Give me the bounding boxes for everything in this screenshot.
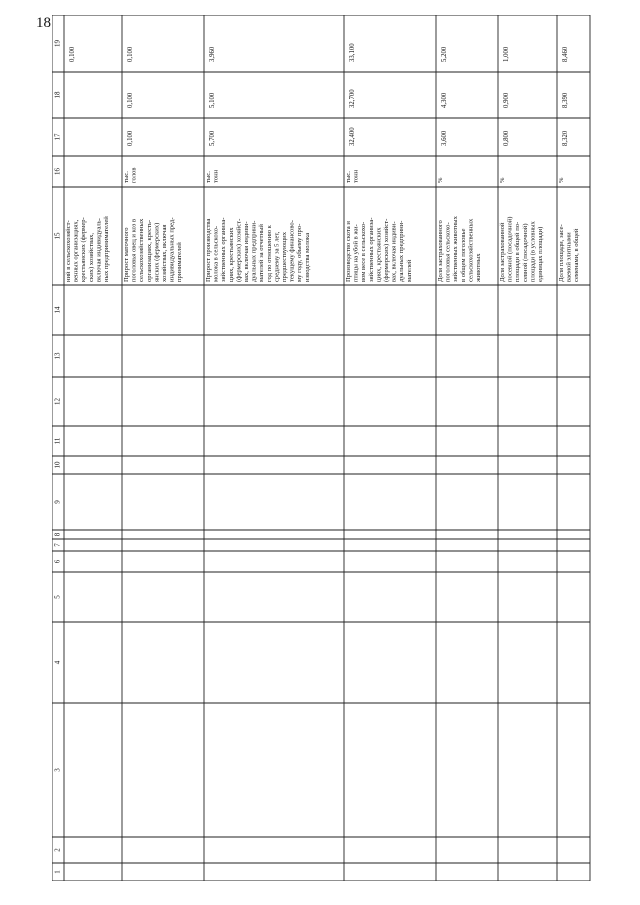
value-col18-row-5: 4,300 — [441, 92, 448, 108]
indicator-text-row-2: сельскохозяйственных — [138, 218, 146, 282]
indicator-text-row-3: среднему за 5 лет, — [273, 231, 281, 282]
column-number-11: 11 — [53, 437, 62, 445]
unit-text-row-3: тыс. — [205, 171, 212, 183]
indicator-text-row-3: молока в сельскохо- — [212, 225, 220, 282]
value-col17-row-2: 0,100 — [127, 130, 134, 146]
indicator-text-row-3: вах, включая индиви- — [243, 221, 250, 282]
indicator-text-row-3: му году, объему про- — [296, 223, 304, 282]
value-col19-row-2: 0,100 — [127, 46, 134, 62]
unit-text-row-4: тонн — [352, 169, 360, 183]
column-number-15: 15 — [53, 232, 62, 240]
indicator-text-row-3: циях, крестьянских — [227, 227, 235, 282]
indicator-text-row-1: венных организациях, — [72, 219, 80, 282]
indicator-text-row-3: предшествующих — [281, 231, 288, 282]
value-col18-row-4: 32,700 — [349, 89, 356, 108]
indicator-text-row-4: циях, крестьянских — [375, 227, 383, 282]
indicator-text-row-3: текущему финансово- — [288, 220, 296, 282]
column-number-13: 13 — [53, 352, 62, 360]
indicator-text-row-6: площади (в условных — [529, 221, 537, 282]
indicator-text-row-3: зяйственных организа- — [220, 217, 228, 282]
indicator-text-row-5: животных — [475, 253, 482, 282]
value-col19-row-7: 8,460 — [562, 46, 569, 62]
value-col17-row-6: 0,800 — [503, 130, 510, 146]
indicator-text-row-4: мателей — [405, 259, 413, 282]
indicator-text-row-2: Прирост маточного — [123, 227, 130, 282]
indicator-text-row-3: дуальных предприни- — [250, 220, 258, 282]
indicator-text-row-2: организациях, кресть- — [145, 219, 153, 282]
column-number-19: 19 — [53, 40, 62, 47]
value-col19-row-6: 1,000 — [503, 46, 510, 62]
indicator-text-row-1: ний в сельскохозяйст- — [65, 220, 72, 282]
indicator-text-row-4: птицы на убой в жи- — [352, 224, 360, 282]
indicator-text-row-3: изводства молока — [303, 232, 311, 282]
indicator-text-row-6: севной (посадочной) — [521, 223, 529, 282]
column-number-9: 9 — [53, 500, 62, 504]
indicator-text-row-4: вом весе в сельскохо- — [360, 221, 368, 282]
value-col17-row-4: 32,400 — [349, 127, 356, 146]
value-col19-row-4: 33,100 — [349, 43, 356, 62]
value-col18-row-6: 0,900 — [503, 92, 510, 108]
indicator-text-row-2: поголовья овец и коз в — [130, 218, 138, 282]
indicator-text-row-5: в общем поголовье — [459, 228, 467, 282]
column-number-12: 12 — [53, 398, 62, 405]
value-col17-row-7: 8,320 — [562, 130, 569, 146]
column-number-4: 4 — [53, 660, 62, 665]
indicator-text-row-6: единицах площади) — [537, 226, 544, 282]
unit-text-row-5: % — [437, 177, 444, 183]
unit-text-row-2: тыс. — [123, 171, 130, 183]
column-number-18: 18 — [53, 91, 62, 99]
column-number-1: 1 — [53, 870, 62, 874]
value-col18-row-2: 0,100 — [127, 92, 134, 108]
indicator-text-row-6: площади в общей по- — [514, 221, 522, 282]
document-table — [52, 15, 591, 881]
indicator-text-row-4: зяйственных организа- — [367, 217, 375, 282]
indicator-text-row-5: зяйственных животных — [452, 216, 460, 282]
indicator-text-row-3: (фермерских) хозяйст- — [235, 218, 243, 282]
indicator-text-row-4: вах, включая индиви- — [390, 221, 398, 282]
indicator-text-row-3: мателей за отчетный — [258, 224, 266, 282]
column-number-17: 17 — [53, 133, 62, 141]
indicator-text-row-2: индивидуальных пред- — [168, 217, 176, 282]
indicator-text-row-4: дуальных предприни- — [398, 220, 406, 282]
indicator-text-row-5: Доля застрахованного — [437, 220, 444, 282]
column-number-3: 3 — [53, 768, 62, 772]
indicator-text-row-1: включая индивидуаль- — [95, 218, 103, 282]
unit-text-row-4: тыс. — [345, 171, 352, 183]
column-number-14: 14 — [53, 306, 62, 314]
indicator-text-row-4: Производство скота и — [345, 221, 352, 282]
value-col19-row-1: 0,100 — [69, 46, 76, 62]
value-col19-row-5: 5,200 — [441, 46, 448, 62]
value-col18-row-3: 5,100 — [209, 92, 216, 108]
unit-text-row-2: голов — [130, 167, 138, 183]
column-number-2: 2 — [53, 848, 62, 852]
indicator-text-row-7: Доля площади, засе- — [558, 224, 565, 282]
value-col17-row-3: 5,700 — [209, 130, 216, 146]
indicator-text-row-5: поголовья сельскохо- — [444, 222, 452, 282]
column-number-16: 16 — [53, 168, 62, 175]
column-number-6: 6 — [53, 559, 62, 564]
unit-text-row-7: % — [558, 177, 565, 183]
indicator-text-row-6: Доля застрахованной — [499, 222, 506, 282]
indicator-text-row-7: семенами, в общей — [573, 228, 581, 282]
value-col17-row-5: 3,600 — [441, 130, 448, 146]
unit-text-row-3: тонн — [212, 169, 220, 183]
value-col19-row-3: 3,960 — [209, 46, 216, 62]
indicator-text-row-7: ваемой элитными — [565, 232, 573, 282]
indicator-text-row-3: Прирост производства — [205, 218, 212, 282]
column-number-5: 5 — [53, 595, 62, 599]
indicator-text-row-2: янских (фермерских) — [153, 222, 161, 282]
column-number-7: 7 — [53, 543, 62, 547]
indicator-text-row-2: принимателей — [176, 242, 184, 282]
indicator-text-row-5: сельскохозяйственных — [467, 218, 475, 282]
indicator-text-row-3: год по отношению к — [265, 225, 273, 282]
page-number: 18 — [36, 15, 51, 31]
indicator-text-row-1: ных предпринимателей — [103, 216, 110, 282]
indicator-text-row-1: крестьянских (фермер- — [80, 217, 88, 282]
column-number-8: 8 — [53, 532, 62, 537]
value-col18-row-7: 8,390 — [562, 92, 569, 108]
unit-text-row-6: % — [499, 177, 506, 183]
indicator-text-row-1: ских) хозяйствах, — [87, 232, 95, 282]
indicator-text-row-2: хозяйствах, включая — [161, 224, 168, 282]
column-number-10: 10 — [53, 461, 62, 469]
indicator-text-row-4: (фермерских) хозяйст- — [383, 218, 390, 282]
indicator-text-row-6: посевной (посадочной) — [506, 216, 514, 282]
